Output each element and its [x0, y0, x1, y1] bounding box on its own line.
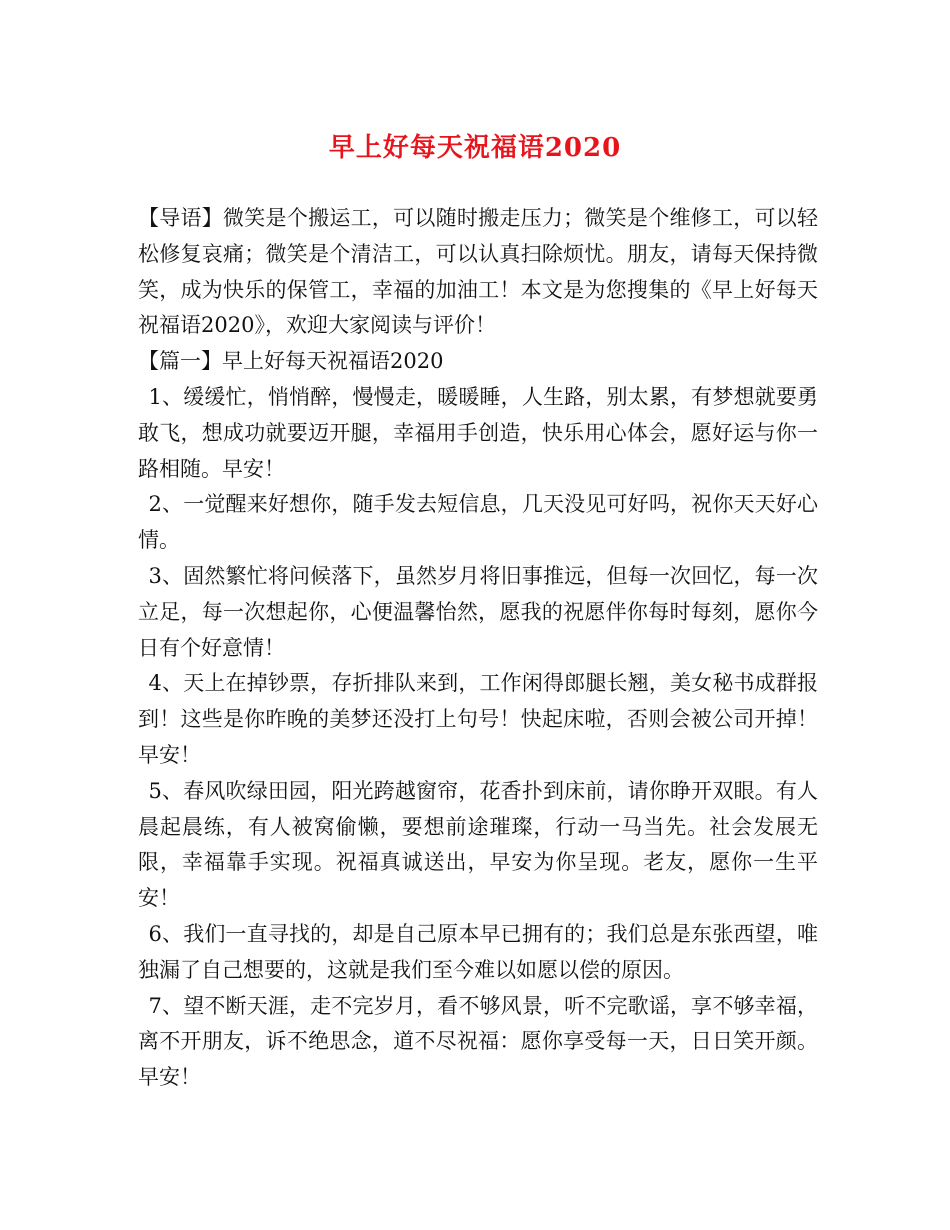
greeting-item-4: 4、天上在掉钞票，存折排队来到，工作闲得郎腿长翘，美女秘书成群报到！这些是你昨晚的美梦还没打上句号！快起床啦，否则会被公司开掉！早安！ [138, 671, 818, 767]
intro-paragraph: 【导语】微笑是个搬运工，可以随时搬走压力；微笑是个维修工，可以轻松修复哀痛；微笑是个清洁工，可以认真扫除烦忧。朋友，请每天保持微笑，成为快乐的保管工，幸福的加油工！本文是为您搜集的《早上好每天祝福语2020》，欢迎大家阅读与评价！ [138, 206, 818, 338]
greeting-item-6: 6、我们一直寻找的，却是自己原本早已拥有的；我们总是东张西望，唯独漏了自己想要的，这就是我们至今难以如愿以偿的原因。 [138, 921, 818, 982]
greeting-item-3: 3、固然繁忙将问候落下，虽然岁月将旧事推远，但每一次回忆，每一次立足，每一次想起你，心便温馨怡然，愿我的祝愿伴你每时每刻，愿你今日有个好意情！ [138, 563, 818, 660]
greeting-item-1: 1、缓缓忙，悄悄醉，慢慢走，暖暖睡，人生路，别太累，有梦想就要勇敢飞，想成功就要迈开腿，幸福用手创造，快乐用心体会，愿好运与你一路相随。早安！ [138, 384, 818, 481]
greeting-item-7: 7、望不断天涯，走不完岁月，看不够风景，听不完歌谣，享不够幸福，离不开朋友，诉不绝思念，道不尽祝福：愿你享受每一天，日日笑开颜。早安！ [138, 993, 818, 1090]
greeting-item-2: 2、一觉醒来好想你，随手发去短信息，几天没见可好吗，祝你天天好心情。 [138, 492, 818, 553]
document-title: 早上好每天祝福语2020 [328, 133, 622, 163]
document-body [138, 201, 818, 1096]
section-heading: 【篇一】早上好每天祝福语2020 [138, 349, 444, 374]
greeting-item-5: 5、春风吹绿田园，阳光跨越窗帘，花香扑到床前，请你睁开双眼。有人晨起晨练，有人被窝偷懒，要想前途璀璨，行动一马当先。社会发展无限，幸福靠手实现。祝福真诚送出，早安为你呈现。老友，愿你一生平安！ [138, 778, 818, 911]
